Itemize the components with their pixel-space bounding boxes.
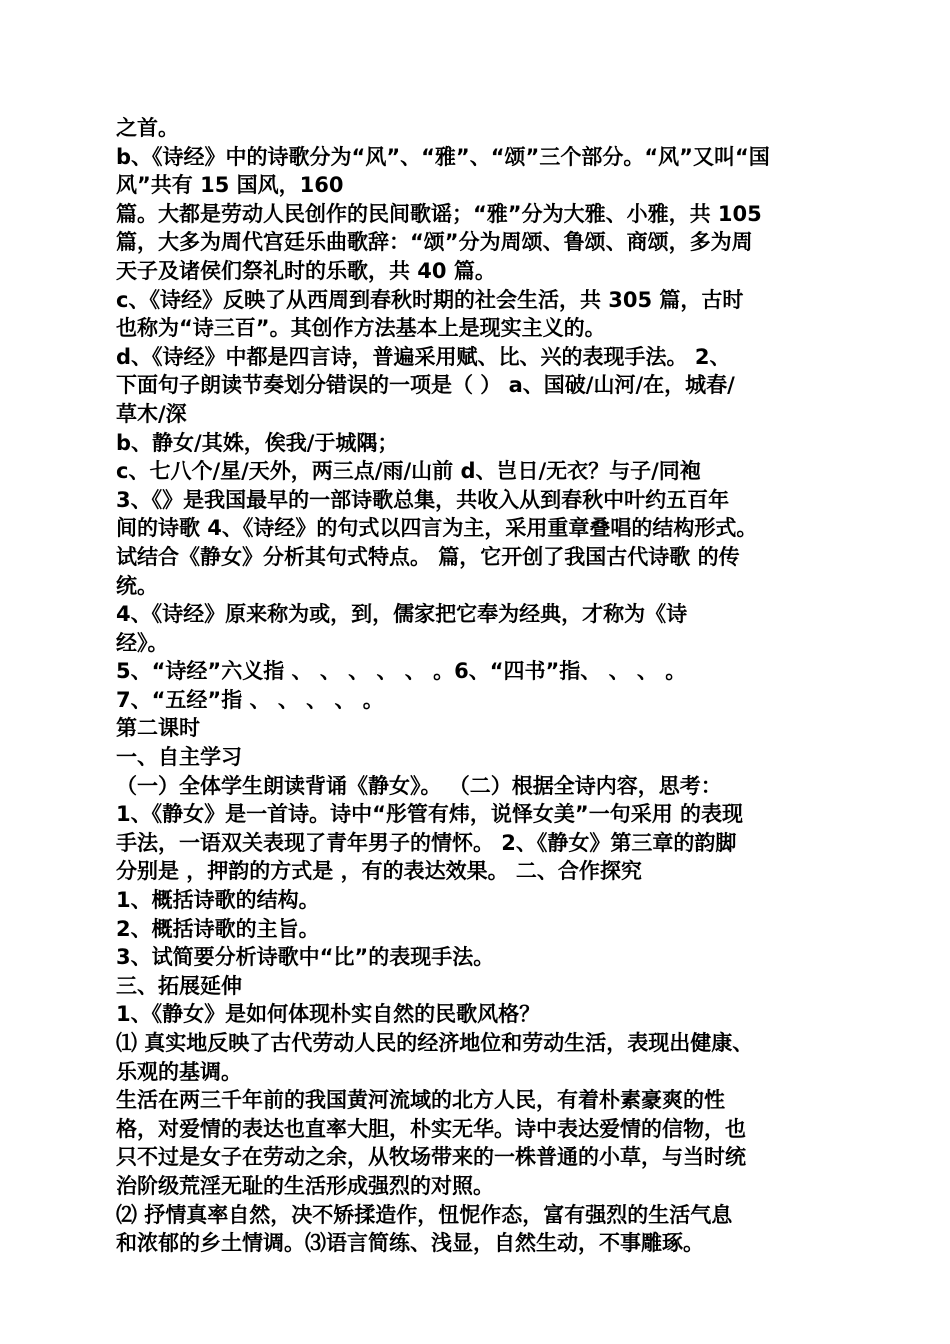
text-line: 只不过是女子在劳动之余，从牧场带来的一株普通的小草，与当时统 xyxy=(116,1145,746,1170)
text-line: 风”共有 15 国风，160 xyxy=(116,173,344,198)
text-line: b、静女/其姝，俟我/于城隅； xyxy=(116,430,399,455)
text-line: （一）全体学生朗读背诵《静女》。 （二）根据全诗内容，思考： xyxy=(116,773,722,798)
text-line: 7、“五经”指 、 、 、 、 。 xyxy=(116,687,384,712)
text-line: 第二课时 xyxy=(116,716,200,741)
text-line: 三、拓展延伸 xyxy=(116,973,242,998)
text-line: 草木/深 xyxy=(116,401,187,426)
text-line: 3、试简要分析诗歌中“比”的表现手法。 xyxy=(116,945,495,970)
text-line: 统。 xyxy=(116,573,158,598)
text-line: 之首。 xyxy=(116,116,179,140)
text-line: 1、《静女》是一首诗。诗中“彤管有炜，说怿女美”一句采用 的表现 xyxy=(116,802,744,827)
text-line: 下面句子朗读节奏划分错误的一项是（ ） a、国破/山河/在，城春/ xyxy=(116,373,735,398)
text-line: 1、《静女》是如何体现朴实自然的民歌风格？ xyxy=(116,1002,541,1027)
text-line: d、《诗经》中都是四言诗，普遍采用赋、比、兴的表现手法。 2、 xyxy=(116,344,731,369)
text-line: ⑴ 真实地反映了古代劳动人民的经济地位和劳动生活，表现出健康、 xyxy=(116,1031,754,1055)
text-line: b、《诗经》中的诗歌分为“风”、“雅”、“颂”三个部分。“风”又叫“国 xyxy=(116,144,770,169)
text-line: 1、概括诗歌的结构。 xyxy=(116,888,320,913)
text-line: c、七八个/星/天外，两三点/雨/山前 d、岂日/无衣？与子/同袍 xyxy=(116,459,701,484)
text-line: 5、“诗经”六义指 、 、 、 、 、 。6、“四书”指、 、 、 。 xyxy=(116,659,687,684)
text-line: 和浓郁的乡土情调。⑶语言简练、浅显，自然生动，不事雕琢。 xyxy=(116,1231,704,1256)
text-line: 2、概括诗歌的主旨。 xyxy=(116,916,320,941)
text-line: 分别是 ，押韵的方式是 ，有的表达效果。 二、合作探究 xyxy=(116,859,642,884)
text-line: c、《诗经》反映了从西周到春秋时期的社会生活，共 305 篇，古时 xyxy=(116,287,744,312)
text-line: 篇。大都是劳动人民创作的民间歌谣；“雅”分为大雅、小雅，共 105 xyxy=(116,201,762,226)
text-line: 乐观的基调。 xyxy=(116,1059,242,1084)
text-line: 天子及诸侯们祭礼时的乐歌，共 40 篇。 xyxy=(116,258,496,283)
text-line: 手法，一语双关表现了青年男子的情怀。 2、《静女》第三章的韵脚 xyxy=(116,830,737,855)
text-line: 间的诗歌 4、《诗经》的句式以四言为主，采用重章叠唱的结构形式。 xyxy=(116,516,758,541)
text-line: 也称为“诗三百”。其创作方法基本上是现实主义的。 xyxy=(116,316,606,341)
text-line: 经》。 xyxy=(116,630,169,655)
text-line: 格，对爱情的表达也直率大胆，朴实无华。诗中表达爱情的信物，也 xyxy=(116,1116,746,1141)
text-line: 一、自主学习 xyxy=(116,745,242,770)
text-line: 3、《》是我国最早的一部诗歌总集，共收入从到春秋中叶约五百年 xyxy=(116,487,730,512)
text-line: 生活在两三千年前的我国黄河流域的北方人民，有着朴素豪爽的性 xyxy=(116,1088,725,1113)
text-line: 篇，大多为周代宫廷乐曲歌辞：“颂”分为周颂、鲁颂、商颂，多为周 xyxy=(116,230,753,255)
text-line: ⑵ 抒情真率自然，决不矫揉造作，忸怩作态，富有强烈的生活气息 xyxy=(116,1202,733,1227)
text-line: 试结合《静女》分析其句式特点。 篇，它开创了我国古代诗歌 的传 xyxy=(116,544,740,569)
text-line: 治阶级荒淫无耻的生活形成强烈的对照。 xyxy=(116,1173,494,1198)
document-body xyxy=(116,114,840,1258)
text-line: 4、《诗经》原来称为或，到，儒家把它奉为经典，才称为《诗 xyxy=(116,602,688,627)
